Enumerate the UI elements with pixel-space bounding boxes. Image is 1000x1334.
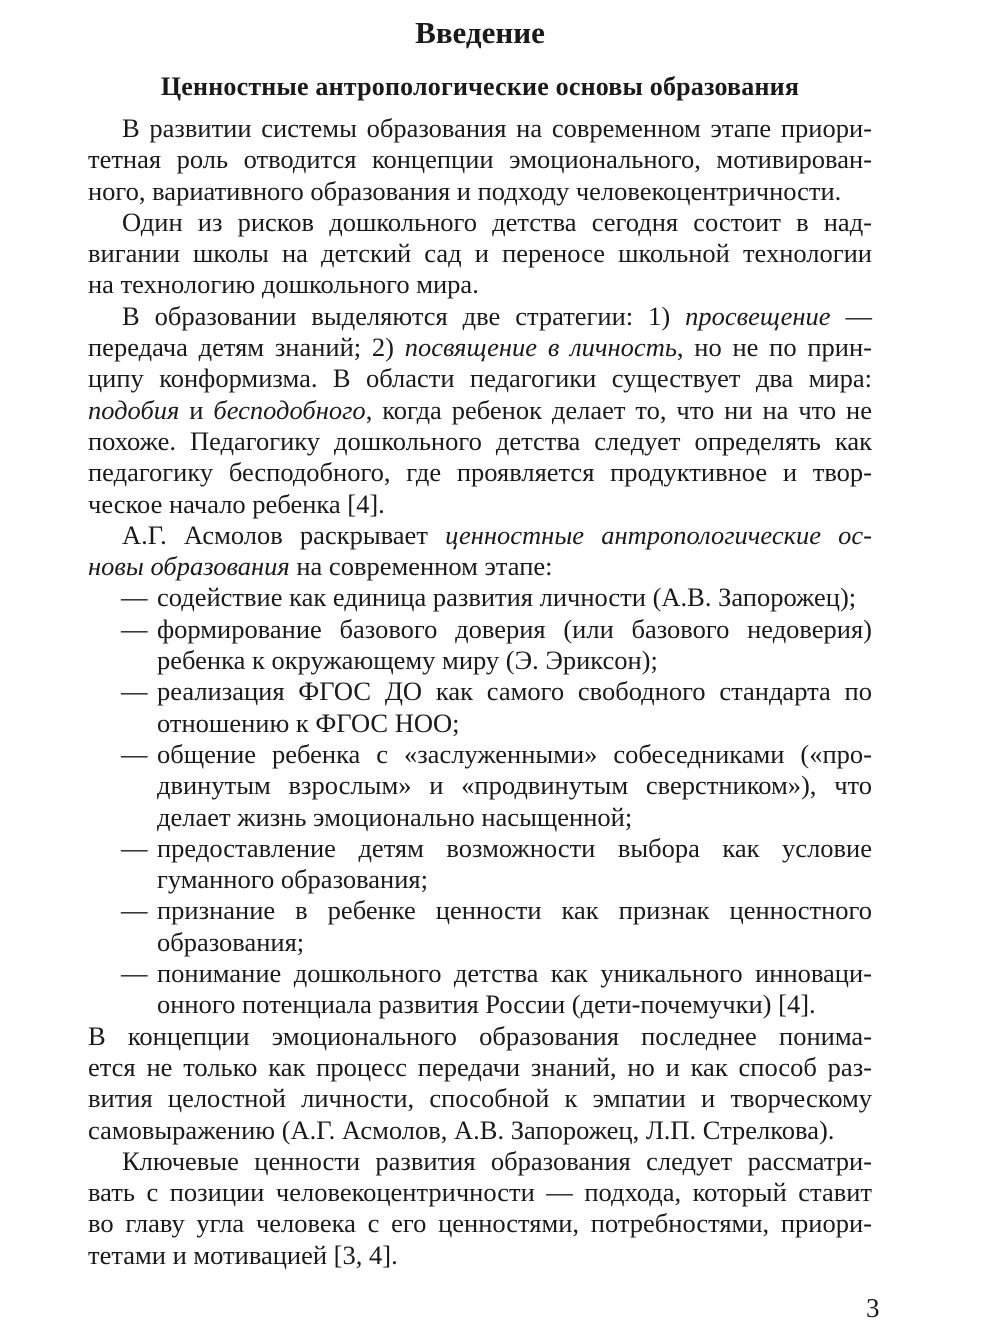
text-line: новы образования на современном этапе: (88, 551, 553, 582)
text-line: Один из рисков дошкольного детства сегодня состоит в над- (122, 206, 872, 237)
dash-marker: — (121, 958, 148, 989)
page-number: 3 (866, 1293, 880, 1323)
text-line: вития целостной личности, способной к эмпатии и творческому (88, 1083, 872, 1114)
dash-marker: — (121, 895, 148, 926)
text-line: тетная роль отводится концепции эмоционального, мотивирован- (88, 144, 872, 175)
text-line: — общение ребенка с «заслуженными» собеседниками («про- (121, 738, 872, 769)
text-line: тетами и мотивацией [3, 4]. (88, 1239, 398, 1270)
bullet-list (88, 582, 872, 1020)
text-line: ного, вариативного образования и подходу человекоцентричности. (88, 175, 842, 206)
dash-marker: — (121, 582, 148, 613)
text-line: В концепции эмоционального образования последнее понима- (88, 1020, 872, 1051)
italic-term: посвящение в личность (404, 332, 677, 363)
text-line: вигании школы на детский сад и переносе школьной технологии (88, 238, 872, 269)
text-line: во главу угла человека с его ценностями, потребностями, приори- (88, 1208, 872, 1239)
list-item (88, 958, 872, 1021)
dash-marker: — (121, 738, 148, 769)
text-line: ческое начало ребенка [4]. (88, 488, 385, 519)
text-line: — реализация ФГОС ДО как самого свободного стандарта по (121, 676, 872, 707)
dash-marker: — (121, 832, 148, 863)
italic-term: бесподобного (213, 394, 366, 425)
dash-marker: — (121, 676, 148, 707)
italic-term: ценностные антропологические ос- (445, 519, 872, 550)
list-item (88, 895, 872, 958)
list-item (88, 582, 872, 613)
text-line: ципу конформизма. В области педагогики существует два мира: (88, 363, 872, 394)
text-line: — формирование базового доверия (или базового недоверия) (121, 613, 872, 644)
text-line: — признание в ребенке ценности как признак ценностного (121, 895, 872, 926)
text-line: А.Г. Асмолов раскрывает ценностные антропологические ос- (122, 519, 872, 550)
dash-marker: — (121, 613, 148, 644)
italic-term: новы образования (88, 551, 290, 582)
text-line: гуманного образования; (157, 864, 428, 895)
text-line: педагогику бесподобного, где проявляется продуктивное и твор- (88, 457, 872, 488)
text-line: — понимание дошкольного детства как уникального инноваци- (121, 958, 872, 989)
text-line: вать с позиции человекоцентричности — подхода, который ставит (88, 1177, 872, 1208)
text-line: образования; (157, 926, 305, 957)
page-title: Введение (415, 15, 545, 50)
page-body (88, 113, 872, 1271)
text-line: В образовании выделяются две стратегии: 1) просвещение — (122, 300, 872, 331)
paragraph-3 (88, 301, 872, 520)
text-line: онного потенциала развития России (дети-почемучки) [4]. (157, 989, 816, 1020)
section-subtitle: Ценностные антропологические основы образования (160, 72, 800, 101)
text-line: двинутым взрослым» и «продвинутым сверстником»), что (157, 770, 872, 801)
text-line: В развитии системы образования на современном этапе приори- (122, 113, 872, 143)
text-line: делает жизнь эмоционально насыщенной; (157, 801, 633, 832)
text-line: ребенка к окружающему миру (Э. Эриксон); (157, 645, 658, 676)
text-line: ется не только как процесс передачи знаний, но и как способ раз- (88, 1051, 872, 1082)
paragraph-4 (88, 520, 872, 583)
text-line: — содействие как единица развития личности (А.В. Запорожец); (121, 582, 857, 613)
text-line: похоже. Педагогику дошкольного детства следует определять как (88, 425, 872, 456)
text-line: передача детям знаний; 2) посвящение в личность, но не по прин- (88, 332, 872, 363)
list-item (88, 739, 872, 833)
list-item (88, 833, 872, 896)
text-line: подобия и бесподобного, когда ребенок делает то, что ни на что не (88, 394, 872, 425)
paragraph-1 (88, 113, 872, 207)
italic-term: подобия (88, 394, 180, 425)
list-item (88, 676, 872, 739)
text-line: Ключевые ценности развития образования следует рассматри- (122, 1145, 872, 1176)
list-item (88, 614, 872, 677)
italic-term: просвещение (685, 300, 831, 331)
text-line: отношению к ФГОС НОО; (157, 707, 460, 738)
paragraph-6 (88, 1146, 872, 1271)
text-line: самовыражению (А.Г. Асмолов, А.В. Запорожец, Л.П. Стрелкова). (88, 1114, 835, 1145)
paragraph-2 (88, 207, 872, 301)
paragraph-5 (88, 1021, 872, 1146)
text-line: — предоставление детям возможности выбора как условие (121, 832, 872, 863)
text-line: на технологию дошкольного мира. (88, 269, 479, 300)
